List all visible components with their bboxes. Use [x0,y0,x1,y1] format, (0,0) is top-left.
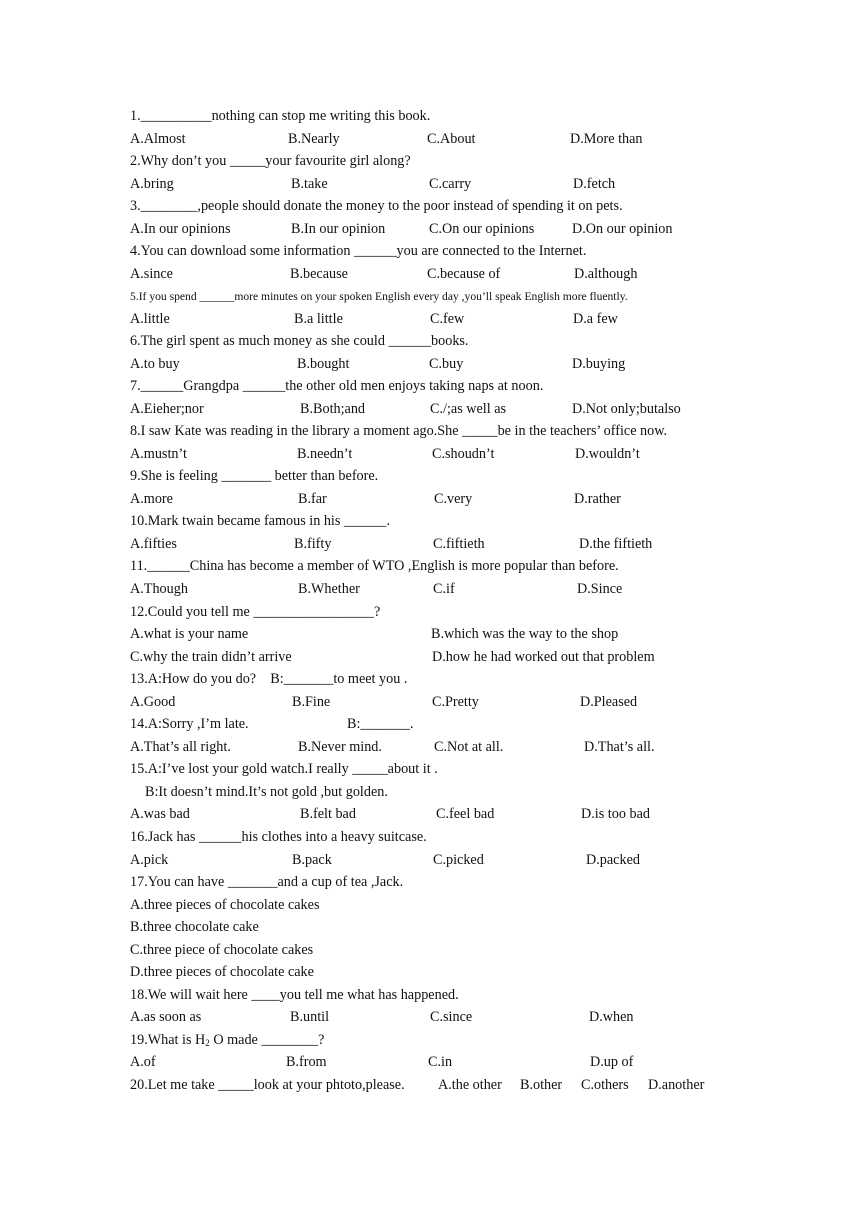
option-d: D.wouldn’t [575,446,640,462]
option-a: A.bring [130,176,174,192]
option-b: B.far [298,491,327,507]
option-c: C.shoudn’t [432,446,495,462]
option-a: A.of [130,1054,156,1070]
option-c: C.because of [427,266,501,282]
option-a: A.That’s all right. [130,739,231,755]
option-b: B.Never mind. [298,739,382,755]
option-d: D.packed [586,852,640,868]
option-c: C.if [433,581,455,597]
option-d: D.another [648,1077,705,1093]
question-3: 3.________,people should donate the money to the poor instead of spending it on pets. [130,198,623,214]
question-9: 9.She is feeling _______ better than before. [130,468,379,484]
question-6: 6.The girl spent as much money as she could ______books. [130,333,469,349]
option-b: B.until [290,1009,330,1025]
option-b: B.from [286,1054,327,1070]
option-c: C.picked [433,852,484,868]
option-b: B.a little [294,311,343,327]
question-20-text: 20.Let me take _____look at your phtoto,please. [130,1077,405,1093]
option-b: B.Nearly [288,131,340,147]
option-17-d: D.three pieces of chocolate cake [130,964,314,980]
option-a: A.mustn’t [130,446,187,462]
option-d: D.fetch [573,176,616,192]
option-d: D.rather [574,491,621,507]
question-16: 16.Jack has ______his clothes into a heavy suitcase. [130,829,427,845]
question-8: 8.I saw Kate was reading in the library a moment ago.She _____be in the teachers’ office now. [130,423,668,439]
option-b: B.felt bad [300,806,356,822]
option-d: D.how he had worked out that problem [432,649,655,665]
question-4: 4.You can download some information ______you are connected to the Internet. [130,243,587,259]
option-b: B.which was the way to the shop [431,626,619,642]
option-b: B.because [290,266,348,282]
option-17-a: A.three pieces of chocolate cakes [130,897,320,913]
option-b: B.pack [292,852,332,868]
option-d: D.up of [590,1054,634,1070]
option-d: D.Since [577,581,623,597]
option-a: A.as soon as [130,1009,202,1025]
option-a: A.pick [130,852,169,868]
question-17: 17.You can have _______and a cup of tea ,Jack. [130,874,404,890]
option-a: A.Though [130,581,188,597]
option-a: A.fifties [130,536,177,552]
question-19-text-end: O made ________? [209,1032,325,1048]
option-c: C.why the train didn’t arrive [130,649,292,665]
option-a: A.more [130,491,173,507]
option-c: C.Not at all. [434,739,504,755]
option-c: C./;as well as [430,401,507,417]
option-d: D.the fiftieth [579,536,653,552]
option-a: A.since [130,266,173,282]
option-d: D.a few [573,311,618,327]
question-5: 5.If you spend ______more minutes on your spoken English every day ,you’ll speak English more fluently. [130,290,628,303]
question-19-text: 19.What is H [130,1032,206,1048]
option-a: A.Almost [130,131,186,147]
option-c: C.others [581,1077,629,1093]
option-a: A.In our opinions [130,221,231,237]
option-b: B.Whether [298,581,360,597]
option-a: A.to buy [130,356,180,372]
option-c: C.since [430,1009,473,1025]
question-15-reply: B:It doesn’t mind.It’s not gold ,but golden. [145,784,388,800]
option-c: C.carry [429,176,472,192]
option-a: A.little [130,311,170,327]
option-b: B.Both;and [300,401,366,417]
option-c: C.in [428,1054,453,1070]
option-c: C.On our opinions [429,221,535,237]
option-c: C.Pretty [432,694,479,710]
option-c: C.few [430,311,465,327]
option-17-b: B.three chocolate cake [130,919,259,935]
question-1: 1.__________nothing can stop me writing this book. [130,108,431,124]
option-c: C.very [434,491,473,507]
option-a: A.what is your name [130,626,249,642]
option-c: C.About [427,131,476,147]
option-c: C.feel bad [436,806,495,822]
option-c: C.buy [429,356,464,372]
option-d: D.Not only;butalso [572,401,681,417]
option-a: A.Good [130,694,176,710]
option-b: B.fifty [294,536,332,552]
option-b: B.take [291,176,328,192]
subscript-2: 2 [205,1038,210,1048]
question-11: 11.______China has become a member of WTO ,English is more popular than before. [130,558,619,574]
option-a: A.the other [438,1077,502,1093]
question-14-prompt: 14.A:Sorry ,I’m late. [130,716,249,732]
option-d: D.buying [572,356,626,372]
option-17-c: C.three piece of chocolate cakes [130,942,314,958]
question-13: 13.A:How do you do? B:_______to meet you . [130,671,408,687]
option-b: B.needn’t [297,446,353,462]
option-d: D.More than [570,131,643,147]
option-d: D.On our opinion [572,221,673,237]
option-b: B.bought [297,356,350,372]
option-d: D.That’s all. [584,739,655,755]
option-a: A.Eieher;nor [130,401,204,417]
option-d: D.although [574,266,638,282]
question-7: 7.______Grangdpa ______the other old men enjoys taking naps at noon. [130,378,544,394]
option-b: B.Fine [292,694,331,710]
option-d: D.Pleased [580,694,638,710]
option-a: A.was bad [130,806,190,822]
question-2: 2.Why don’t you _____your favourite girl along? [130,153,411,169]
option-d: D.is too bad [581,806,650,822]
question-10: 10.Mark twain became famous in his ______. [130,513,391,529]
question-14-reply: B:_______. [347,716,414,732]
question-12: 12.Could you tell me _________________? [130,604,381,620]
option-c: C.fiftieth [433,536,485,552]
option-d: D.when [589,1009,634,1025]
question-18: 18.We will wait here ____you tell me what has happened. [130,987,459,1003]
option-b: B.In our opinion [291,221,386,237]
question-20 [130,1076,705,1202]
option-b: B.other [520,1077,563,1093]
question-15: 15.A:I’ve lost your gold watch.I really _____about it . [130,761,438,777]
question-19 [130,1031,324,1052]
